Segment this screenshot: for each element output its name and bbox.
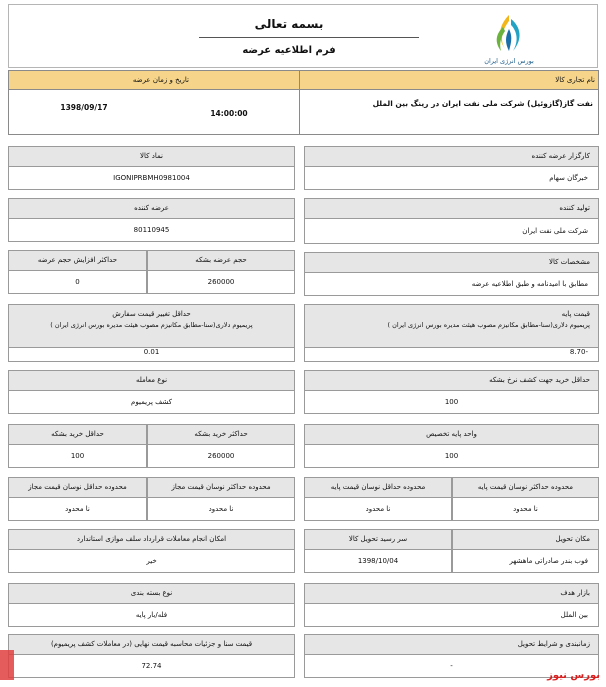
symbol-box [8, 146, 295, 190]
max-increase-box [8, 250, 147, 294]
logo-text: بورس انرژی ایران [484, 57, 534, 65]
delivery-place-label: مکان تحویل [453, 530, 598, 550]
packaging-label: نوع بسته بندی [9, 584, 294, 604]
max-buy-label: حداکثر خرید [212, 430, 248, 438]
target-market-box [304, 583, 599, 627]
max-buy-header [148, 425, 294, 445]
min-buy-unit: بشکه [51, 430, 67, 438]
offer-time: 14:00:00 [210, 109, 248, 118]
max-buy-unit: بشکه [194, 430, 211, 438]
watermark-text: بورس نیوز [547, 670, 600, 681]
supplier-value: 80110945 [133, 226, 170, 234]
delivery-terms-value: - [450, 662, 453, 670]
max-allowed-value: نا محدود [208, 505, 234, 513]
max-increase-label: حداکثر افزایش حجم عرضه [9, 251, 146, 271]
base-unit-value: 100 [444, 452, 459, 460]
target-market-value: بین الملل [560, 611, 588, 619]
energy-exchange-logo [479, 11, 539, 67]
commodity-label: نام تجاری کالا [555, 76, 595, 84]
volume-unit: بشکه [195, 256, 212, 264]
min-allowed-box [8, 477, 147, 521]
top-table-divider [299, 71, 300, 134]
page-header [8, 4, 598, 68]
min-buy-header [9, 425, 146, 445]
base-price-box [304, 304, 599, 362]
max-buy-value: 260000 [207, 452, 235, 460]
specs-label: مشخصات کالا [305, 253, 598, 273]
header-title: بسمه تعالی [254, 17, 324, 31]
parallel-label: امکان انجام معاملات قرارداد سلف موازی استاندارد [9, 530, 294, 550]
min-buy-discovery-label: حداقل خرید جهت کشف نرخ [507, 376, 590, 384]
max-allowed-box [147, 477, 295, 521]
max-base-fluct-box [452, 477, 599, 521]
delivery-due-box [304, 529, 452, 573]
trade-type-value: کشف پریمیوم [131, 398, 172, 406]
specs-value: مطابق با امیدنامه و طبق اطلاعیه عرضه [471, 280, 588, 288]
delivery-terms-label: زمانبندی و شرایط تحویل [305, 635, 598, 655]
base-price-header [305, 305, 598, 348]
volume-header [148, 251, 294, 271]
max-buy-box [147, 424, 295, 468]
final-price-box [8, 634, 295, 678]
broker-label: کارگزار عرضه کننده [305, 147, 598, 167]
final-price-label: قیمت سنا و جزئیات محاسبه قیمت نهایی (در معاملات کشف پریمیوم) [9, 635, 294, 655]
max-increase-value: 0 [75, 278, 80, 286]
commodity-value: نفت گاز(گازوئیل) شرکت ملی نفت ایران در رینگ بین الملل [372, 99, 593, 108]
min-price-change-value: 0.01 [143, 348, 160, 356]
min-price-change-label: حداقل تغییر قیمت سفارش [112, 310, 191, 318]
packaging-box [8, 583, 295, 627]
min-price-change-desc: پریمیوم دلاری(سنا-مطابق مکانیزم مصوب هیئت مدیره بورس انرژی ایران ) [50, 321, 253, 329]
min-buy-box [8, 424, 147, 468]
delivery-place-value: فوب بندر صادراتی ماهشهر [509, 557, 588, 565]
supplier-label: عرضه کننده [9, 199, 294, 219]
min-base-fluct-label: محدوده حداقل نوسان قیمت پایه [305, 478, 451, 498]
min-buy-discovery-unit: بشکه [489, 376, 505, 384]
watermark-icon [0, 650, 14, 680]
top-table [8, 70, 599, 135]
offer-date: 1398/09/17 [60, 103, 108, 112]
min-buy-value: 100 [70, 452, 85, 460]
supplier-box [8, 198, 295, 242]
specs-box [304, 252, 599, 296]
base-unit-label: واحد پایه تخصیص [305, 425, 598, 445]
delivery-due-label: سر رسید تحویل کالا [305, 530, 451, 550]
max-base-fluct-value: نا محدود [513, 505, 538, 513]
min-buy-label: حداقل خرید [69, 430, 104, 438]
min-price-change-header [9, 305, 294, 348]
target-market-label: بازار هدف [305, 584, 598, 604]
producer-value: شرکت ملی نفت ایران [522, 227, 588, 235]
base-price-desc: پریمیوم دلاری(سنا-مطابق مکانیزم مصوب هیئت مدیره بورس انرژی ایران ) [387, 321, 590, 329]
volume-label: حجم عرضه [213, 256, 247, 264]
min-price-change-box [8, 304, 295, 362]
trade-type-label: نوع معامله [9, 371, 294, 391]
max-allowed-label: محدوده حداکثر نوسان قیمت مجاز [148, 478, 294, 498]
min-allowed-value: نا محدود [65, 505, 90, 513]
producer-label: تولید کننده [305, 199, 598, 219]
symbol-value: IGONIPRBMH0981004 [113, 174, 190, 182]
packaging-value: فله/بار پایه [135, 611, 168, 619]
base-unit-box [304, 424, 599, 468]
delivery-due-value: 1398/10/04 [357, 557, 399, 565]
parallel-box [8, 529, 295, 573]
base-price-value: -8.70 [569, 348, 588, 356]
delivery-place-box [452, 529, 599, 573]
min-allowed-label: محدوده حداقل نوسان قیمت مجاز [9, 478, 146, 498]
trade-type-box [8, 370, 295, 414]
min-buy-discovery-header [305, 371, 598, 391]
final-price-value: 72.74 [141, 662, 162, 670]
symbol-label: نماد کالا [9, 147, 294, 167]
parallel-value: خیر [146, 557, 157, 565]
min-buy-discovery-value: 100 [444, 398, 459, 406]
volume-value: 260000 [207, 278, 235, 286]
datetime-label: تاریخ و زمان عرضه [132, 76, 189, 84]
min-base-fluct-value: نا محدود [365, 505, 391, 513]
title-underline [199, 37, 419, 38]
form-title: فرم اطلاعیه عرضه [242, 45, 336, 56]
min-base-fluct-box [304, 477, 452, 521]
max-base-fluct-label: محدوده حداکثر نوسان قیمت پایه [453, 478, 598, 498]
base-price-label: قیمت پایه [561, 310, 590, 318]
broker-box [304, 146, 599, 190]
min-buy-discovery-box [304, 370, 599, 414]
broker-value: خبرگان سهام [549, 174, 588, 182]
volume-box [147, 250, 295, 294]
producer-box [304, 198, 599, 244]
